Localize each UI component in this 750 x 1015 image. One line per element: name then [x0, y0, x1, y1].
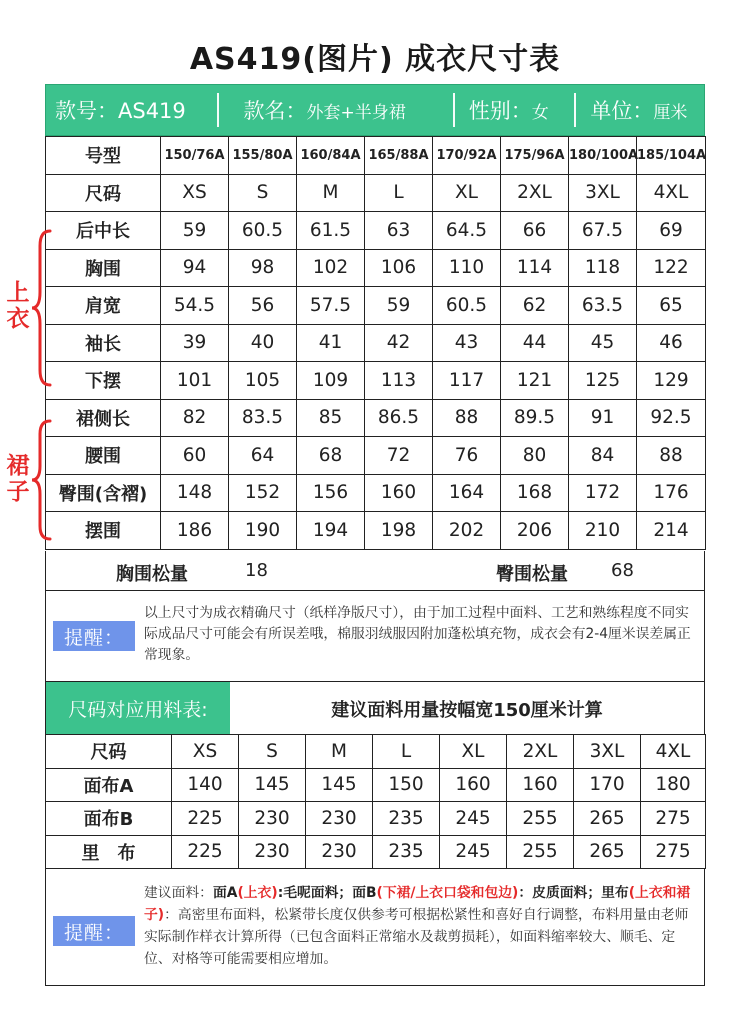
table-cell: 180: [641, 768, 706, 802]
fabric-reminder-text: [144, 882, 699, 970]
size-cell: XS: [172, 735, 239, 769]
table-cell: 57.5: [297, 287, 365, 325]
row-label: 面布A: [46, 768, 172, 802]
size-cell: 4XL: [641, 735, 706, 769]
table-cell: 64.5: [433, 212, 501, 250]
row-label: 摆围: [46, 512, 161, 550]
table-cell: 61.5: [297, 212, 365, 250]
measurement-row: [46, 212, 706, 250]
height-cell: 185/104A: [637, 137, 706, 175]
table-cell: 125: [569, 362, 637, 400]
table-cell: 117: [433, 362, 501, 400]
fabric-row: [46, 802, 706, 836]
text-run: 建议面料：: [144, 885, 213, 901]
size-cell: 3XL: [569, 174, 637, 212]
page-title: AS419(图片) 成衣尺寸表: [189, 42, 561, 77]
size-cell: L: [373, 735, 440, 769]
size-cell: S: [229, 174, 297, 212]
row-label: 腰围: [46, 437, 161, 475]
style-number-text: 款号：AS419: [55, 99, 186, 123]
table-cell: 152: [229, 474, 297, 512]
table-cell: 80: [501, 437, 569, 475]
size-cell: 2XL: [501, 174, 569, 212]
table-cell: 59: [365, 287, 433, 325]
row-label: 下摆: [46, 362, 161, 400]
table-cell: 63.5: [569, 287, 637, 325]
row-label: 尺码: [46, 174, 161, 212]
skirt-brace-icon: [30, 418, 54, 542]
header-divider: [453, 93, 455, 127]
table-cell: 63: [365, 212, 433, 250]
measurement-row: [46, 249, 706, 287]
header-divider: [574, 93, 576, 127]
table-cell: 235: [373, 835, 440, 869]
fabric-header: [45, 681, 705, 735]
size-cell: M: [306, 735, 373, 769]
table-cell: 245: [440, 835, 507, 869]
skirt-label: [4, 453, 32, 505]
row-label: 后中长: [46, 212, 161, 250]
table-cell: 129: [637, 362, 706, 400]
table-cell: 46: [637, 324, 706, 362]
table-cell: 101: [161, 362, 229, 400]
fabric-b-usage: (下裙/上衣口袋和包边): [376, 885, 519, 901]
top-garment-label-char: 上: [6, 280, 30, 306]
hip-ease-value: 68: [611, 560, 634, 581]
table-cell: 225: [172, 835, 239, 869]
table-cell: 110: [433, 249, 501, 287]
table-cell: 88: [637, 437, 706, 475]
table-cell: 40: [229, 324, 297, 362]
lining-note: ：高密里布面料，松紧带长度仅供参考可根据松紧性和喜好自行调整，布料用量由老师实际制作样衣计算所得（已包含面料正常缩水及裁剪损耗），如面料缩率较大、顺毛、定位、对格等可能需要相应增加。: [144, 907, 689, 967]
fabric-size-row: [46, 735, 706, 769]
table-cell: 41: [297, 324, 365, 362]
table-cell: 86.5: [365, 399, 433, 437]
table-cell: 88: [433, 399, 501, 437]
table-cell: 56: [229, 287, 297, 325]
table-cell: 160: [365, 474, 433, 512]
table-cell: 194: [297, 512, 365, 550]
size-table: [45, 136, 706, 550]
size-cell: 2XL: [507, 735, 574, 769]
table-cell: 148: [161, 474, 229, 512]
table-cell: 59: [161, 212, 229, 250]
unit-label: 单位：: [590, 99, 654, 123]
table-cell: 164: [433, 474, 501, 512]
reminder-badge: 提醒：: [53, 621, 135, 651]
table-cell: 45: [569, 324, 637, 362]
table-cell: 206: [501, 512, 569, 550]
reminder-text: 以上尺寸为成衣精确尺寸（纸样净版尺寸），由于加工过程中面料、工艺和熟练程度不同实际成品尺寸可能会有所误差哦，棉服羽绒服因附加蓬松填充物，成衣会有2-4厘米误差属正常现象。: [144, 605, 691, 663]
measurement-row: [46, 437, 706, 475]
row-label: 肩宽: [46, 287, 161, 325]
height-row: [46, 137, 706, 175]
size-cell: M: [297, 174, 365, 212]
top-garment-label-char: 衣: [6, 306, 30, 332]
height-cell: 180/100A: [569, 137, 637, 175]
fabric-b-label: 面B: [352, 885, 377, 901]
height-cell: 155/80A: [229, 137, 297, 175]
chest-ease-label: 胸围松量: [116, 564, 188, 585]
table-cell: 160: [507, 768, 574, 802]
gender: [455, 85, 575, 135]
chest-ease-value: 18: [245, 560, 268, 581]
table-cell: 190: [229, 512, 297, 550]
row-label: 袖长: [46, 324, 161, 362]
table-cell: 172: [569, 474, 637, 512]
table-cell: 235: [373, 802, 440, 836]
measurement-row: [46, 362, 706, 400]
style-name-label: 款名：: [243, 99, 307, 123]
unit-value: 厘米: [653, 102, 688, 123]
table-cell: 66: [501, 212, 569, 250]
product-info-bar: [45, 84, 705, 136]
table-cell: 114: [501, 249, 569, 287]
table-cell: 105: [229, 362, 297, 400]
unit: [576, 85, 704, 135]
fabric-table-title: 尺码对应用料表:: [46, 682, 230, 735]
table-cell: 265: [574, 802, 641, 836]
table-cell: 106: [365, 249, 433, 287]
table-cell: 60.5: [229, 212, 297, 250]
fabric-b-material: ：皮质面料；: [518, 885, 602, 901]
lining-usage: (上衣和裙子): [144, 885, 691, 923]
header-divider: [217, 93, 219, 127]
height-cell: 165/88A: [365, 137, 433, 175]
table-cell: 64: [229, 437, 297, 475]
table-cell: 92.5: [637, 399, 706, 437]
table-cell: 109: [297, 362, 365, 400]
height-cell: 175/96A: [501, 137, 569, 175]
table-cell: 76: [433, 437, 501, 475]
gender-label: 性别：: [468, 99, 532, 123]
row-label: 尺码: [46, 735, 172, 769]
row-label: 号型: [46, 137, 161, 175]
table-cell: 176: [637, 474, 706, 512]
hip-ease-label: 臀围松量: [496, 564, 568, 585]
fabric-calc-note: 建议面料用量按幅宽150厘米计算: [331, 699, 603, 721]
table-cell: 43: [433, 324, 501, 362]
fabric-reminder-badge: 提醒：: [53, 916, 135, 946]
table-cell: 60.5: [433, 287, 501, 325]
table-cell: 113: [365, 362, 433, 400]
fabric-table: [45, 734, 706, 869]
table-cell: 54.5: [161, 287, 229, 325]
table-cell: 170: [574, 768, 641, 802]
gender-value: 女: [531, 102, 549, 123]
fabric-a-label: 面A: [212, 885, 238, 901]
fabric-a-usage: (上衣): [237, 885, 278, 901]
style-name: [219, 85, 452, 135]
table-cell: 230: [239, 835, 306, 869]
size-row: [46, 174, 706, 212]
skirt-label-char: 裙: [6, 453, 30, 479]
table-cell: 230: [239, 802, 306, 836]
table-cell: 140: [172, 768, 239, 802]
table-cell: 168: [501, 474, 569, 512]
table-cell: 145: [239, 768, 306, 802]
table-cell: 62: [501, 287, 569, 325]
height-cell: 150/76A: [161, 137, 229, 175]
table-cell: 198: [365, 512, 433, 550]
measurement-row: [46, 399, 706, 437]
table-cell: 68: [297, 437, 365, 475]
row-label: 胸围: [46, 249, 161, 287]
table-cell: 160: [440, 768, 507, 802]
table-cell: 255: [507, 802, 574, 836]
table-cell: 214: [637, 512, 706, 550]
table-cell: 230: [306, 802, 373, 836]
row-label: 面布B: [46, 802, 172, 836]
table-cell: 69: [637, 212, 706, 250]
top-garment-label: [4, 280, 32, 332]
measurement-row: [46, 474, 706, 512]
reminder-box: [45, 591, 705, 681]
table-cell: 94: [161, 249, 229, 287]
table-cell: 145: [306, 768, 373, 802]
row-label: 臀围(含褶): [46, 474, 161, 512]
table-cell: 156: [297, 474, 365, 512]
table-cell: 91: [569, 399, 637, 437]
size-cell: L: [365, 174, 433, 212]
table-cell: 202: [433, 512, 501, 550]
style-number: [46, 85, 217, 135]
measurement-row: [46, 324, 706, 362]
table-cell: 60: [161, 437, 229, 475]
table-cell: 210: [569, 512, 637, 550]
table-cell: 255: [507, 835, 574, 869]
height-cell: 160/84A: [297, 137, 365, 175]
table-cell: 121: [501, 362, 569, 400]
table-cell: 225: [172, 802, 239, 836]
table-cell: 72: [365, 437, 433, 475]
table-cell: 186: [161, 512, 229, 550]
table-cell: 42: [365, 324, 433, 362]
table-cell: 102: [297, 249, 365, 287]
table-cell: 44: [501, 324, 569, 362]
table-cell: 85: [297, 399, 365, 437]
row-label: 里 布: [46, 835, 172, 869]
table-cell: 67.5: [569, 212, 637, 250]
style-name-value: 外套+半身裙: [306, 102, 406, 123]
skirt-label-char: 子: [6, 479, 30, 505]
fabric-row: [46, 768, 706, 802]
table-cell: 89.5: [501, 399, 569, 437]
size-cell: XL: [433, 174, 501, 212]
table-cell: 82: [161, 399, 229, 437]
table-cell: 275: [641, 802, 706, 836]
fabric-reminder-box: [45, 868, 705, 986]
ease-row: [45, 551, 705, 591]
table-cell: 275: [641, 835, 706, 869]
measurement-row: [46, 287, 706, 325]
table-cell: 118: [569, 249, 637, 287]
table-cell: 39: [161, 324, 229, 362]
table-cell: 122: [637, 249, 706, 287]
size-cell: XL: [440, 735, 507, 769]
size-cell: 3XL: [574, 735, 641, 769]
table-cell: 98: [229, 249, 297, 287]
table-cell: 150: [373, 768, 440, 802]
table-cell: 265: [574, 835, 641, 869]
fabric-row: [46, 835, 706, 869]
table-cell: 245: [440, 802, 507, 836]
measurement-row: [46, 512, 706, 550]
table-cell: 83.5: [229, 399, 297, 437]
row-label: 裙侧长: [46, 399, 161, 437]
size-cell: 4XL: [637, 174, 706, 212]
top-garment-brace-icon: [30, 228, 54, 388]
height-cell: 170/92A: [433, 137, 501, 175]
table-cell: 65: [637, 287, 706, 325]
size-cell: XS: [161, 174, 229, 212]
lining-label: 里布: [601, 885, 629, 901]
table-cell: 84: [569, 437, 637, 475]
table-cell: 230: [306, 835, 373, 869]
size-cell: S: [239, 735, 306, 769]
fabric-a-material: :毛呢面料；: [277, 885, 353, 901]
